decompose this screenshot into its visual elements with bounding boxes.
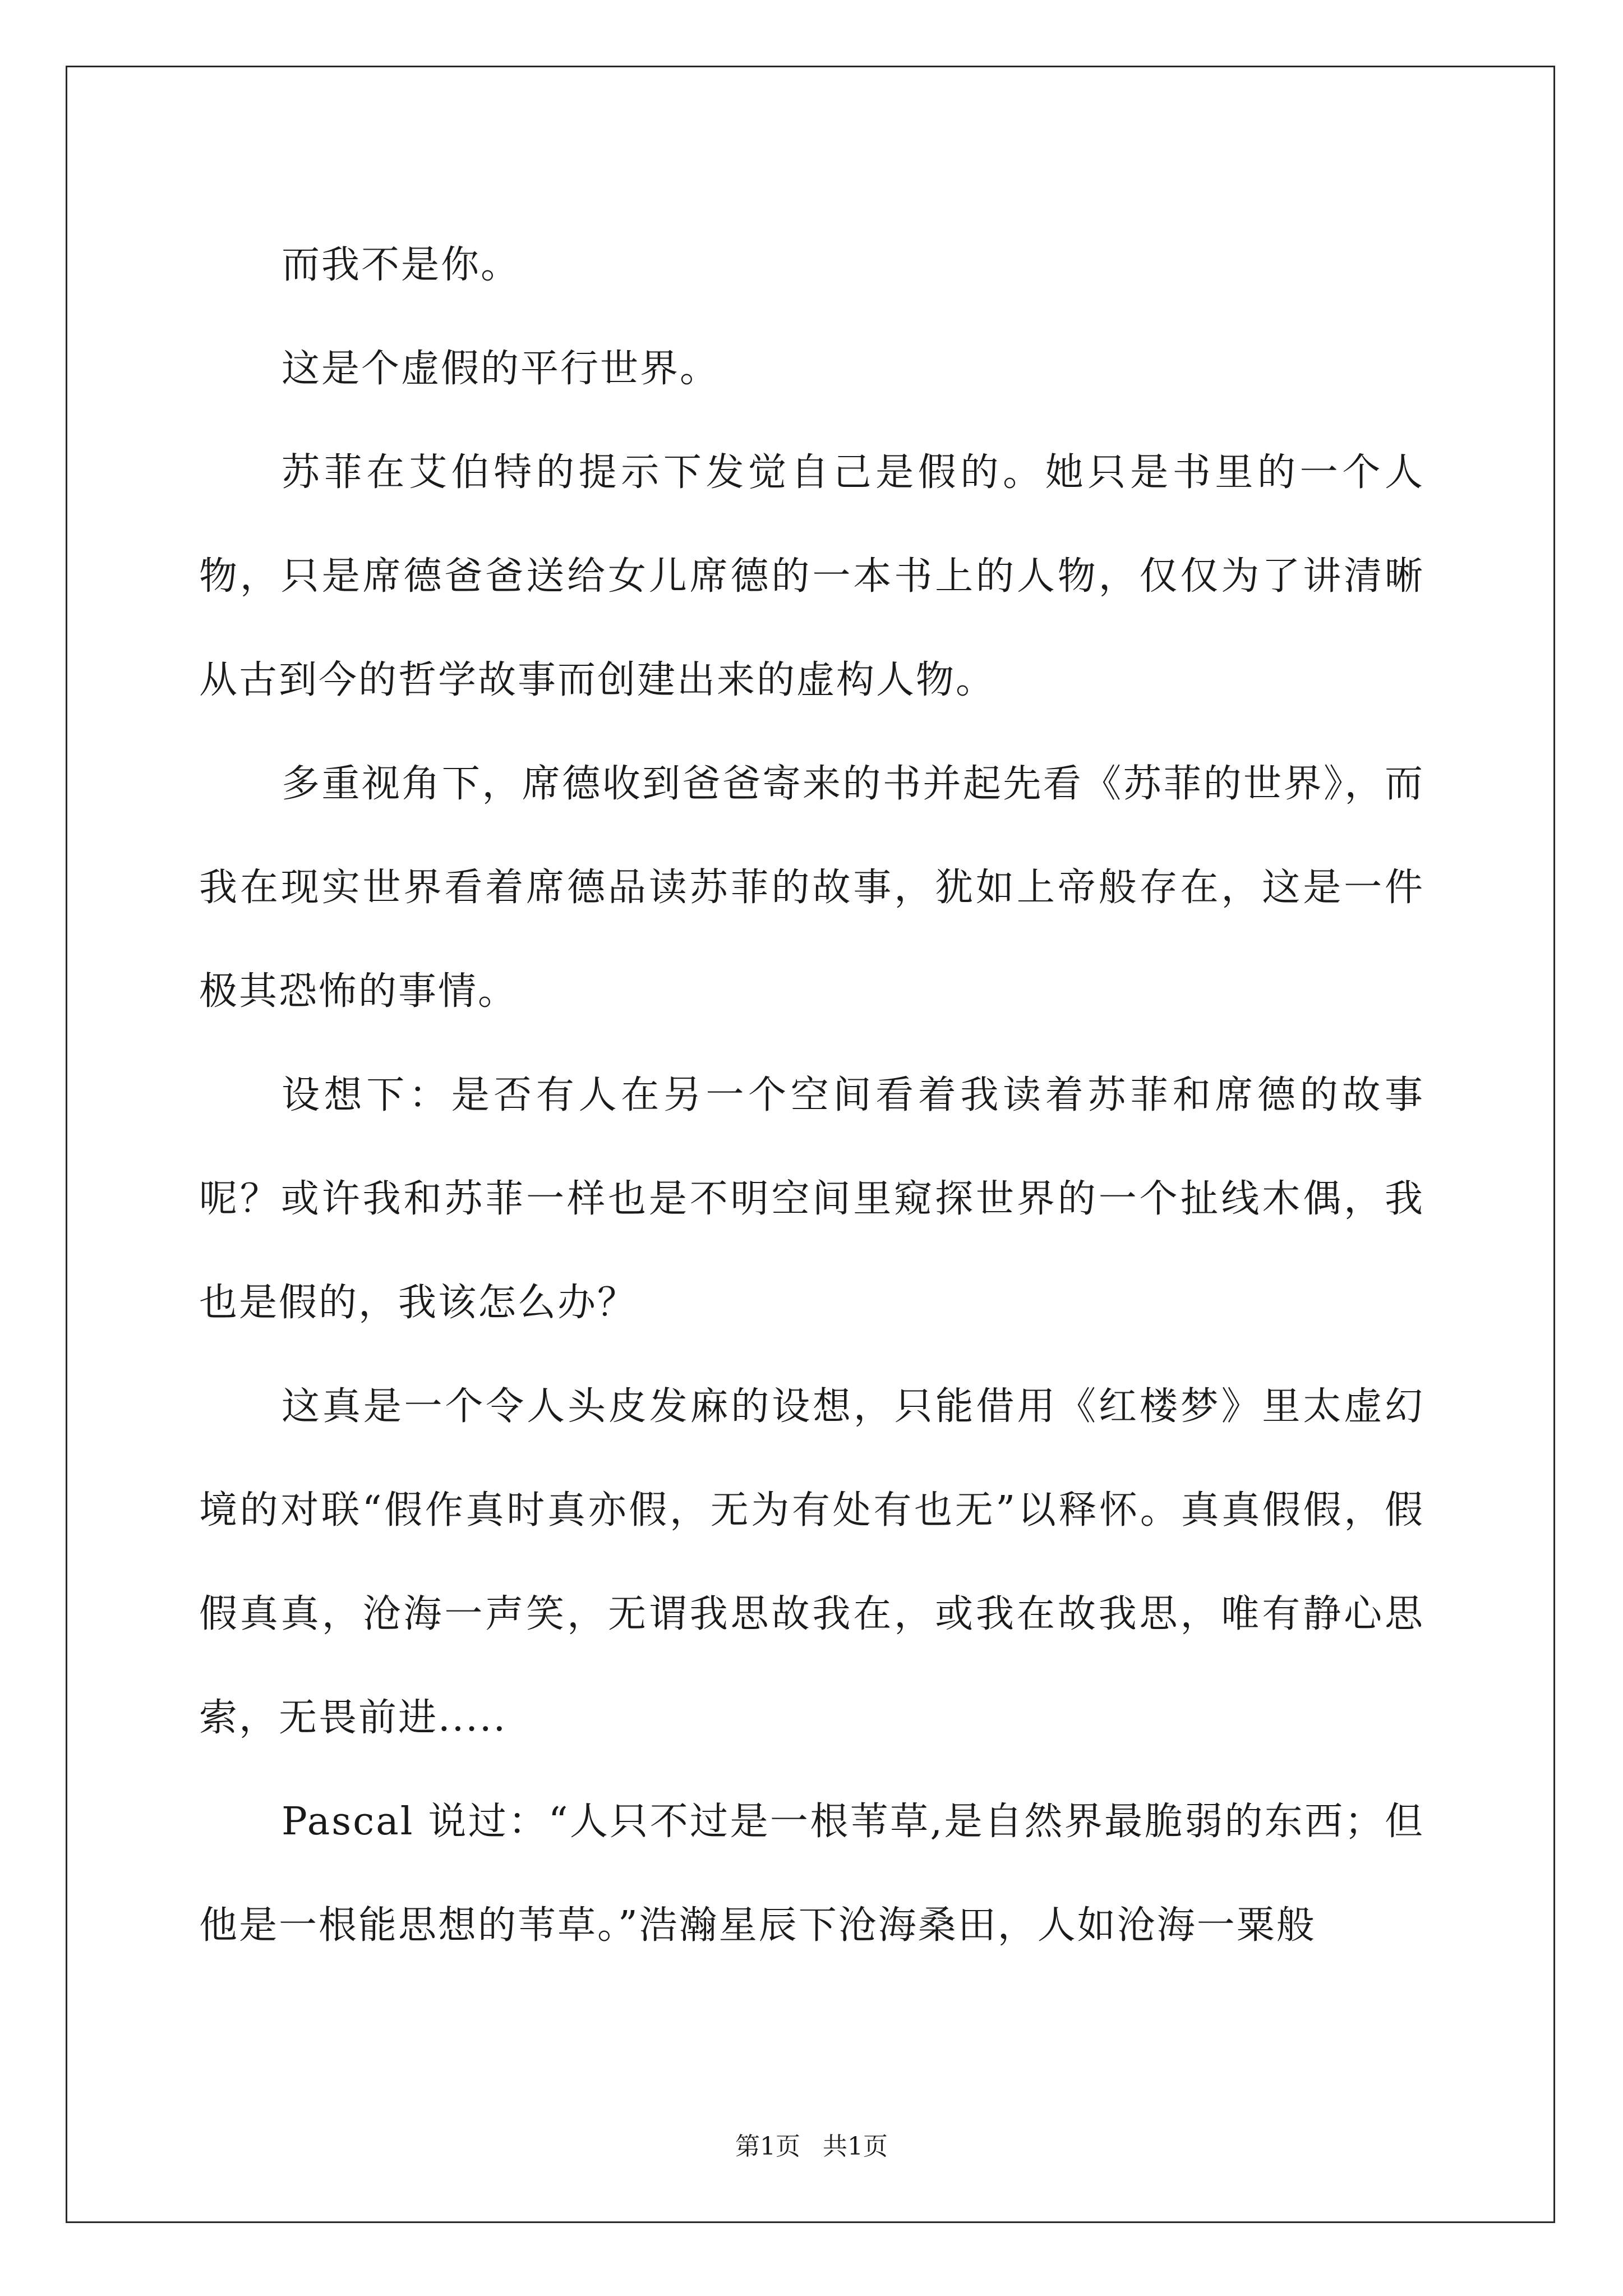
paragraph: 而我不是你。: [282, 243, 521, 287]
page-total: 共1页: [823, 2132, 888, 2161]
paragraph: Pascal 说过：“人只不过是一根苇草,是自然界最脆弱的东西；但他是一根能思想的苇草。”浩瀚星辰下沧海桑田，人如沧海一粟般: [199, 1800, 1424, 1948]
paragraph: 这真是一个令人头皮发麻的设想，只能借用《红楼梦》里太虚幻境的对联“假作真时真亦假，无为有处有也无”以释怀。真真假假，假假真真，沧海一声笑，无谓我思故我在，或我在故我思，唯有静心思索，无畏前进.....: [199, 1384, 1424, 1740]
paragraph: 这是个虚假的平行世界。: [282, 347, 720, 391]
document-body: [199, 213, 1424, 1977]
page-number: 第1页: [735, 2132, 800, 2161]
paragraph: 多重视角下，席德收到爸爸寄来的书并起先看《苏菲的世界》，而我在现实世界看着席德品读苏菲的故事，犹如上帝般存在，这是一件极其恐怖的事情。: [199, 762, 1424, 1014]
page-footer: [0, 2126, 1623, 2162]
paragraph: 设想下：是否有人在另一个空间看着我读着苏菲和席德的故事呢？或许我和苏菲一样也是不明空间里窥探世界的一个扯线木偶，我也是假的，我该怎么办？: [199, 1073, 1424, 1325]
paragraph: 苏菲在艾伯特的提示下发觉自己是假的。她只是书里的一个人物，只是席德爸爸送给女儿席德的一本书上的人物，仅仅为了讲清晰从古到今的哲学故事而创建出来的虚构人物。: [199, 450, 1424, 702]
